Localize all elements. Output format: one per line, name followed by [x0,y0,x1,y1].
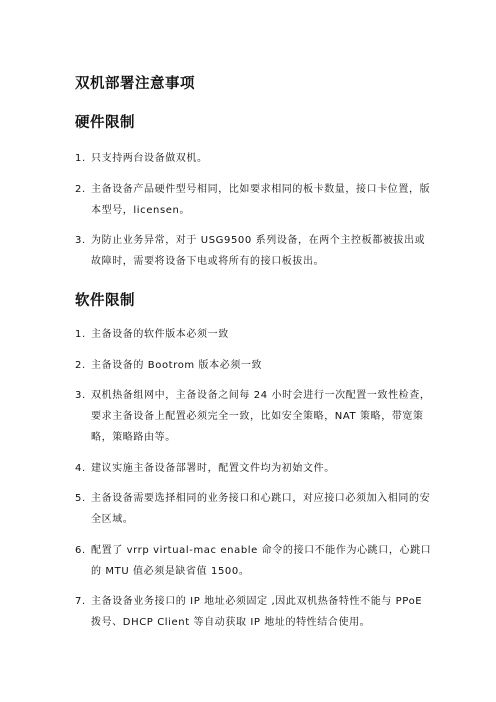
list-item-number: 4. [75,462,86,474]
list-item-number: 6. [75,544,86,556]
list-item-number: 2. [75,183,86,195]
list-item-number: 1. [75,329,86,340]
list-item-text: 只支持两台设备做双机。 [91,153,208,164]
document-title: 双机部署注意事项 [75,76,195,92]
list-item-number: 7. [75,596,86,607]
list-item [75,385,435,448]
list-item [75,230,435,272]
list-item [75,355,435,376]
list-item [75,488,435,530]
section-heading-hardware: 硬件限制 [75,115,135,131]
list-item [75,324,435,345]
list-item-number: 3. [75,235,86,246]
section-heading-software: 软件限制 [75,293,135,309]
list-item-text: 建议实施主备设备部署时，配置文件均为初始文件。 [91,462,335,474]
list-item [75,148,435,169]
hardware-limits-list [75,148,435,282]
list-item-text: 主备设备产品硬件型号相同，比如要求相同的板卡数量，接口卡位置，版本型号，licensen。 [91,183,431,216]
list-item-number: 2. [75,359,86,371]
list-item-number: 1. [75,153,86,164]
list-item-number: 3. [75,390,86,401]
list-item-text: 双机热备组网中，主备设备之间每 24 小时会进行一次配置一致性检查，要求主备设备上配置必须完全一致，比如安全策略，NAT 策略，带宽策略，策略路由等。 [91,390,431,443]
list-item [75,179,435,221]
list-item-text: 配置了 vrrp virtual-mac enable 命令的接口不能作为心跳口，心跳口的 MTU 值必须是缺省值 1500。 [91,544,432,577]
list-item [75,591,435,633]
list-item [75,540,435,582]
list-item-text: 主备设备业务接口的 IP 地址必须固定 ,因此双机热备特性不能与 PPoE 拨号、DHCP Client 等自动获取 IP 地址的特性结合使用。 [91,596,423,628]
list-item-text: 主备设备的软件版本必须一致 [91,329,229,340]
list-item-text: 主备设备需要选择相同的业务接口和心跳口，对应接口必须加入相同的安全区域。 [91,493,431,525]
list-item-text: 为防止业务异常，对于 USG9500 系列设备，在两个主控板都被拔出或故障时，需要将设备下电或将所有的接口板拔出。 [91,235,426,267]
list-item-text: 主备设备的 Bootrom 版本必须一致 [91,359,263,371]
software-limits-list [75,324,435,643]
list-item [75,458,435,479]
list-item-number: 5. [75,493,86,504]
